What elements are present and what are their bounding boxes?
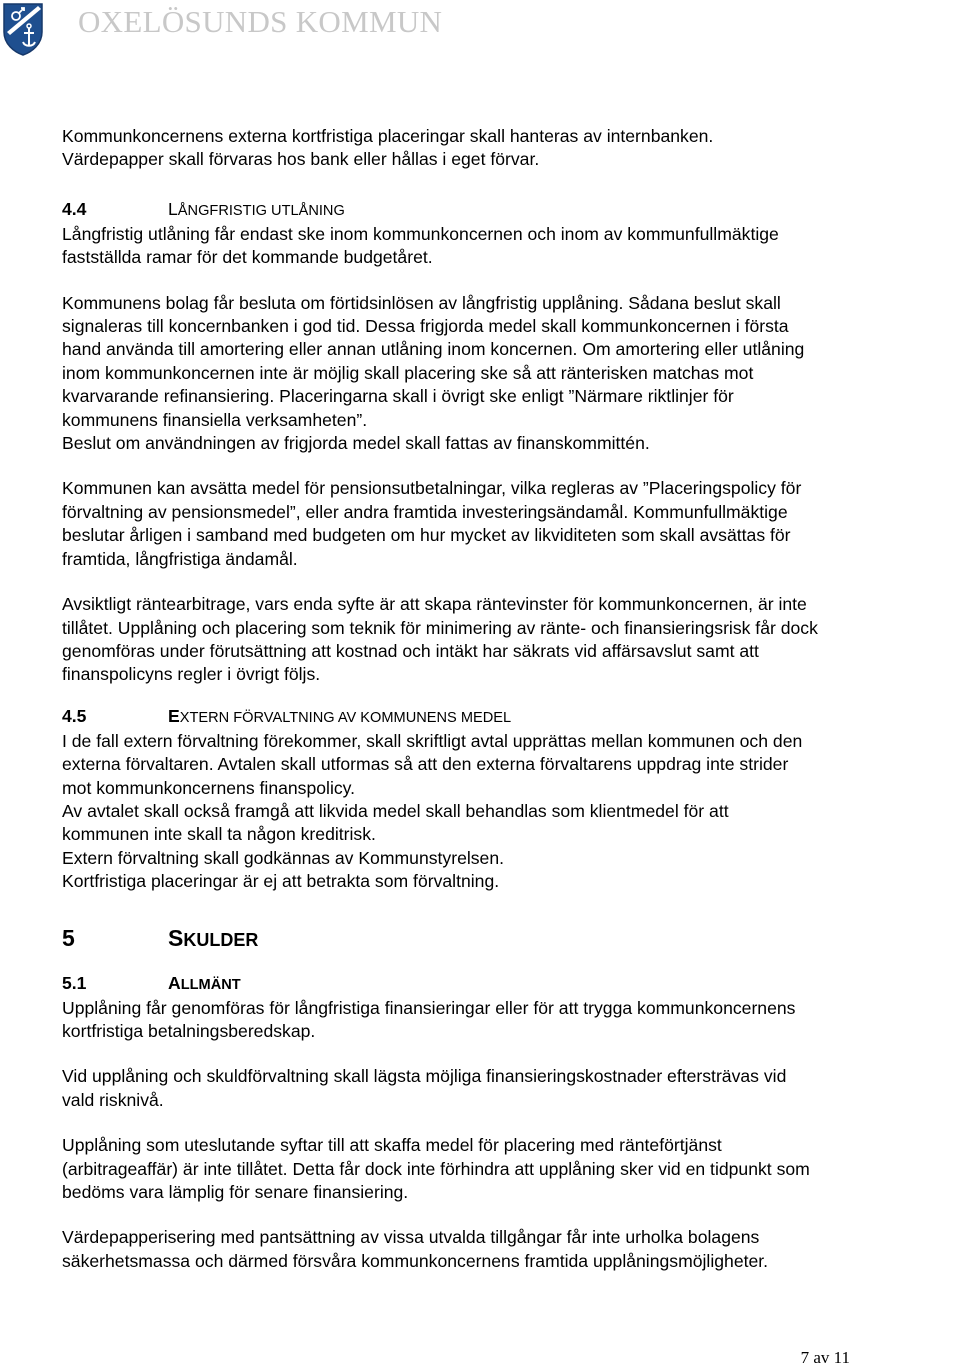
section-heading-4-5: [62, 705, 957, 730]
paragraph: [62, 1134, 957, 1204]
text-line: Kommunkoncernens externa kortfristiga placeringar skall hanteras av internbanken.: [62, 126, 714, 146]
text-line: finanspolicyns regler i övrigt följs.: [62, 664, 321, 685]
paragraph: [62, 1065, 957, 1112]
text-line: framtida, långfristiga ändamål.: [62, 548, 298, 569]
text-line: signaleras till koncernbanken i god tid. Dessa frigjorda medel skall kommunkoncernen i första: [62, 316, 789, 337]
text-line: Extern förvaltning skall godkännas av Kommunstyrelsen.: [62, 847, 505, 868]
page-header: [0, 0, 960, 60]
text-line: (arbitrageaffär) är inte tillåtet. Detta får dock inte förhindra att upplåning sker vid en tidpunkt som: [62, 1158, 810, 1179]
text-line: Avsiktligt räntearbitrage, vars enda syfte är att skapa räntevinster för kommunkoncernen, är inte: [62, 594, 807, 615]
document-body: [62, 125, 957, 1273]
coat-of-arms-icon: [2, 2, 44, 56]
heading-rest: XTERN FÖRVALTNING AV KOMMUNENS MEDEL: [179, 709, 512, 726]
text-line: vald risknivå.: [62, 1089, 164, 1110]
heading-initial: S: [168, 924, 184, 951]
heading-initial: A: [168, 972, 181, 993]
text-line: hand använda till amortering eller annan utlåning inom koncernen. Om amortering eller utlåning: [62, 339, 805, 360]
text-line: I de fall extern förvaltning förekommer, skall skriftligt avtal upprättas mellan kommunen och den: [62, 730, 803, 751]
heading-rest: KULDER: [183, 929, 259, 950]
section-number: 4.4: [62, 198, 87, 219]
text-line: Upplåning som uteslutande syftar till att skaffa medel för placering med ränteförtjänst: [62, 1135, 722, 1156]
paragraph: [62, 292, 957, 456]
section-heading-5-1: [62, 972, 957, 997]
heading-initial: L: [168, 198, 178, 219]
organization-name: OXELÖSUNDS KOMMUN: [78, 4, 443, 39]
text-line: kommunens finansiella verksamheten”.: [62, 409, 368, 430]
heading-initial: E: [168, 705, 180, 726]
text-line: Värdepapperisering med pantsättning av vissa utvalda tillgångar får inte urholka bolagens: [62, 1227, 760, 1248]
section-heading-5: [62, 918, 957, 960]
text-line: kortfristiga betalningsberedskap.: [62, 1020, 316, 1041]
paragraph: [62, 1226, 957, 1273]
text-line: Upplåning får genomföras för långfristiga finansieringar eller för att trygga kommunkoncernens: [62, 997, 796, 1018]
text-line: genomföras under förutsättning att kostnad och intäkt har säkrats vid affärsavslut samt att: [62, 640, 759, 661]
heading-rest: ÅNGFRISTIG UTLÅNING: [177, 202, 345, 219]
text-line: Vid upplåning och skuldförvaltning skall lägsta möjliga finansieringskostnader eftersträvas vid: [62, 1066, 787, 1087]
text-line: Av avtalet skall också framgå att likvida medel skall behandlas som klientmedel för att: [62, 800, 729, 821]
text-line: fastställda ramar för det kommande budgetåret.: [62, 247, 433, 268]
text-line: tillåtet. Upplåning och placering som teknik för minimering av ränte- och finansieringsrisk får dock: [62, 617, 818, 638]
text-line: kvarvarande refinansiering. Placeringarna skall i övrigt ske enligt ”Närmare riktlinjer för: [62, 386, 734, 407]
paragraph: [62, 997, 957, 1044]
section-number: 5: [62, 924, 75, 951]
text-line: inom kommunkoncernen inte är möjlig skall placering ske så att ränterisken matchas mot: [62, 362, 754, 383]
section-number: 5.1: [62, 972, 87, 993]
text-line: Kortfristiga placeringar är ej att betrakta som förvaltning.: [62, 871, 500, 892]
text-line: Långfristig utlåning får endast ske inom kommunkoncernen och inom av kommunfullmäktige: [62, 223, 779, 244]
paragraph: [62, 730, 957, 894]
text-line: kommunen inte skall ta någon kreditrisk.: [62, 824, 376, 845]
paragraph: [62, 593, 957, 687]
text-line: externa förvaltaren. Avtalen skall utformas så att den externa förvaltarens uppdrag inte strider: [62, 754, 789, 775]
text-line: säkerhetsmassa och därmed försvåra kommunkoncernens framtida upplåningsmöjligheter.: [62, 1250, 769, 1271]
text-line: förvaltning av pensionsmedel”, eller andra framtida investeringsändamål. Kommunfullmäktige: [62, 501, 788, 522]
text-line: Värdepapper skall förvaras hos bank eller hållas i eget förvar.: [62, 149, 540, 170]
intro-paragraph: [62, 125, 957, 172]
paragraph: [62, 477, 957, 571]
text-line: beslutar årligen i samband med budgeten om hur mycket av likviditeten som skall avsättas för: [62, 525, 791, 546]
section-number: 4.5: [62, 705, 87, 726]
page-number: 7 av 11: [800, 1348, 850, 1367]
text-line: Kommunens bolag får besluta om förtidsinlösen av långfristig upplåning. Sådana beslut skall: [62, 292, 781, 313]
paragraph: [62, 223, 957, 270]
section-heading-4-4: [62, 198, 957, 223]
heading-rest: LLMÄNT: [180, 976, 241, 993]
text-line: Beslut om användningen av frigjorda medel skall fattas av finanskommittén.: [62, 433, 650, 454]
text-line: bedöms vara lämplig för senare finansiering.: [62, 1182, 409, 1202]
text-line: mot kommunkoncernens finanspolicy.: [62, 777, 356, 798]
text-line: Kommunen kan avsätta medel för pensionsutbetalningar, vilka regleras av ”Placeringspolicy för: [62, 478, 802, 499]
